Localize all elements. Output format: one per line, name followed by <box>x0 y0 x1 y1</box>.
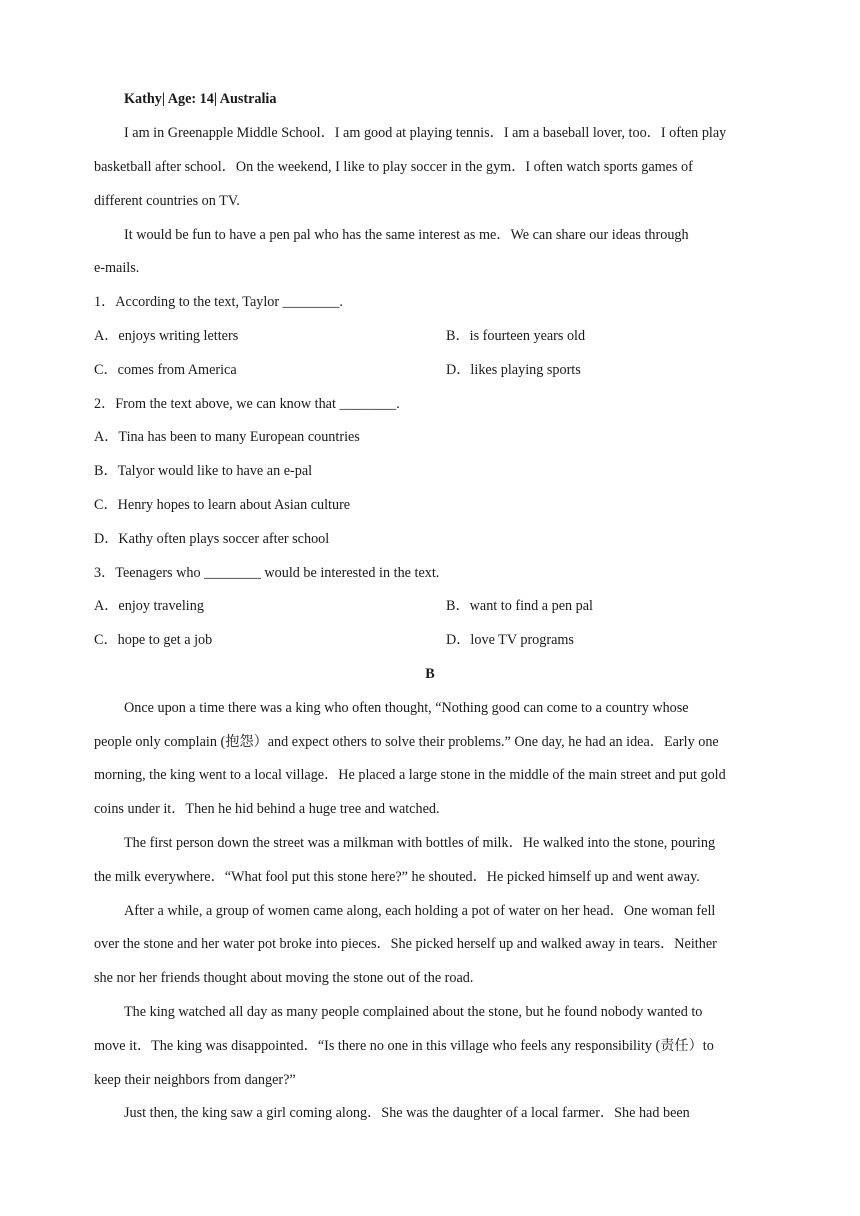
question-stem: 2．From the text above, we can know that ________. <box>94 396 400 412</box>
answer-option: D．love TV programs <box>446 632 574 648</box>
story-line: Once upon a time there was a king who often thought, “Nothing good can come to a country whose <box>124 700 689 716</box>
story-line: the milk everywhere．“What fool put this stone here?” he shouted．He picked himself up and went away. <box>94 869 700 885</box>
question-stem: 3．Teenagers who ________ would be interested in the text. <box>94 565 440 581</box>
answer-option: B．is fourteen years old <box>446 328 586 344</box>
section-heading: B <box>425 666 435 682</box>
story-line: move it．The king was disappointed．“Is there no one in this village who feels any responsibility (责任）to <box>94 1038 714 1054</box>
story-line: Just then, the king saw a girl coming along．She was the daughter of a local farmer．She had been <box>124 1105 690 1121</box>
answer-option: C．comes from America <box>94 362 237 378</box>
question-stem: 1．According to the text, Taylor ________. <box>94 294 343 310</box>
profile-paragraph-line: e-mails. <box>94 260 140 276</box>
answer-option: A．enjoy traveling <box>94 598 204 614</box>
story-line: keep their neighbors from danger?” <box>94 1072 296 1088</box>
answer-option: B．want to find a pen pal <box>446 598 593 614</box>
answer-option: B．Talyor would like to have an e-pal <box>94 463 313 479</box>
answer-option: C．hope to get a job <box>94 632 213 648</box>
story-line: over the stone and her water pot broke into pieces．She picked herself up and walked away in tears．Neither <box>94 936 717 952</box>
answer-option: D．Kathy often plays soccer after school <box>94 531 330 547</box>
story-line: coins under it．Then he hid behind a huge tree and watched. <box>94 801 440 817</box>
profile-paragraph-line: It would be fun to have a pen pal who has the same interest as me．We can share our ideas through <box>124 227 689 243</box>
profile-paragraph-line: basketball after school．On the weekend, I like to play soccer in the gym．I often watch sports games of <box>94 159 693 175</box>
story-line: she nor her friends thought about moving the stone out of the road. <box>94 970 474 986</box>
answer-option: A．enjoys writing letters <box>94 328 239 344</box>
story-line: morning, the king went to a local village．He placed a large stone in the middle of the main street and put gold <box>94 767 726 783</box>
profile-paragraph-line: different countries on TV. <box>94 193 240 209</box>
profile-heading: Kathy| Age: 14| Australia <box>124 91 277 107</box>
profile-paragraph-line: I am in Greenapple Middle School．I am good at playing tennis．I am a baseball lover, too．I often play <box>124 125 727 141</box>
story-line: The first person down the street was a milkman with bottles of milk．He walked into the stone, pouring <box>124 835 716 851</box>
story-line: After a while, a group of women came along, each holding a pot of water on her head．One woman fell <box>124 903 716 919</box>
answer-option: C．Henry hopes to learn about Asian culture <box>94 497 351 513</box>
answer-option: D．likes playing sports <box>446 362 581 378</box>
story-line: The king watched all day as many people complained about the stone, but he found nobody wanted to <box>124 1004 703 1020</box>
story-line: people only complain (抱怨）and expect others to solve their problems.” One day, he had an idea．Early one <box>94 734 719 750</box>
answer-option: A．Tina has been to many European countries <box>94 429 360 445</box>
